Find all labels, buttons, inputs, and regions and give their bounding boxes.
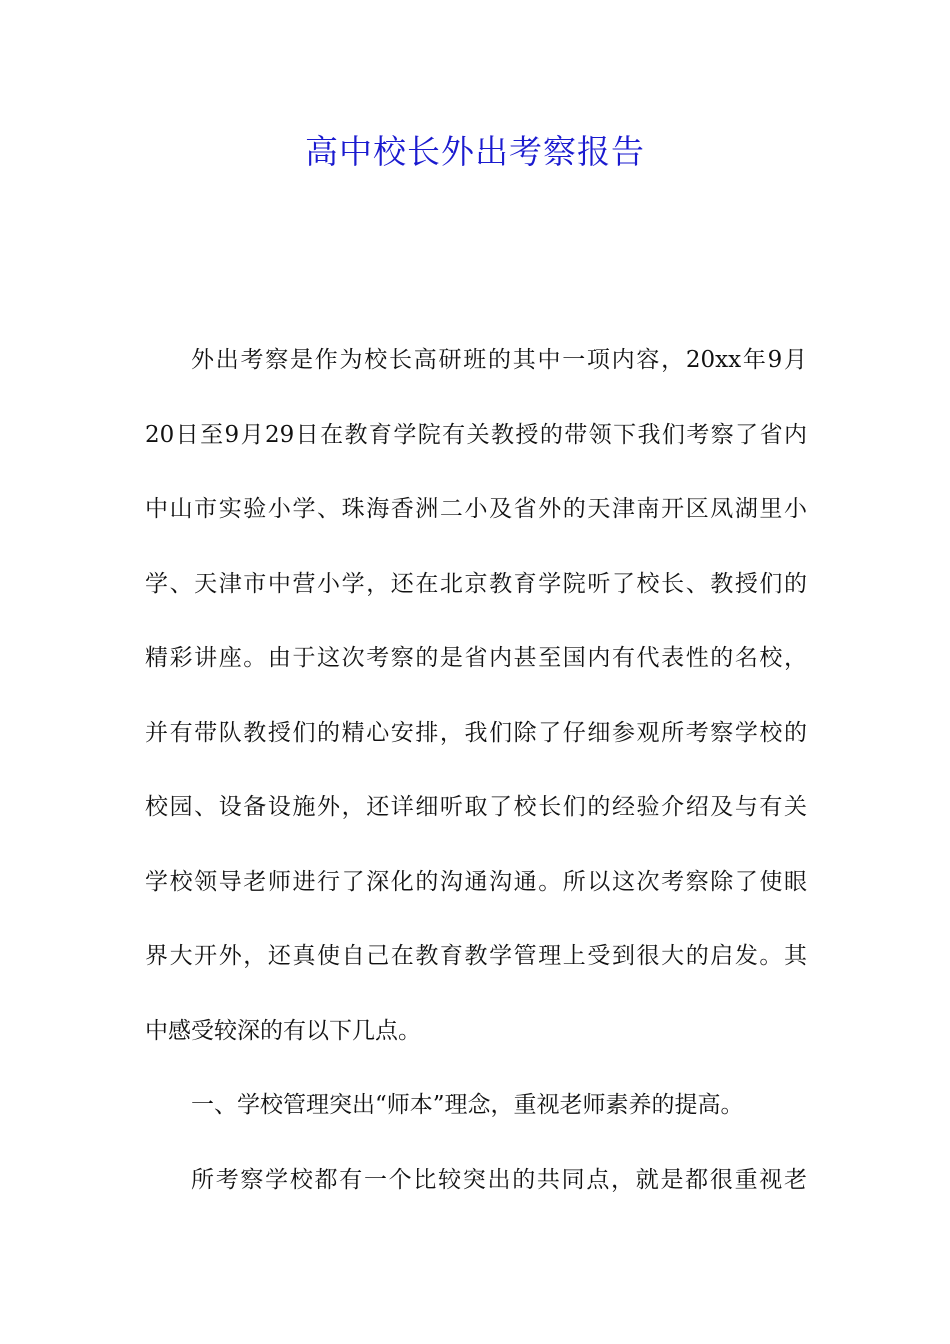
section-heading-1: 一、学校管理突出“师本”理念，重视老师素养的提高。	[191, 1092, 744, 1118]
body-line-12: 所考察学校都有一个比较突出的共同点，就是都很重视老	[191, 1166, 807, 1193]
body-line-1: 外出考察是作为校长高研班的其中一项内容，20xx年9月	[191, 347, 807, 373]
body-line-10: 中感受较深的有以下几点。	[145, 1017, 421, 1044]
body-line-2: 20日至9月29日在教育学院有关教授的带领下我们考察了省内	[145, 421, 807, 448]
body-line-6: 并有带队教授们的精心安排，我们除了仔细参观所考察学校的	[145, 719, 807, 746]
body-line-9: 界大开外，还真使自己在教育教学管理上受到很大的启发。其	[145, 943, 807, 969]
body-line-7: 校园、设备设施外，还详细听取了校长们的经验介绍及与有关	[145, 794, 807, 820]
body-line-4: 学、天津市中营小学，还在北京教育学院听了校长、教授们的	[145, 570, 807, 597]
body-line-5: 精彩讲座。由于这次考察的是省内甚至国内有代表性的名校，	[145, 645, 807, 671]
body-line-8: 学校领导老师进行了深化的沟通沟通。所以这次考察除了使眼	[145, 868, 807, 895]
body-line-3: 中山市实验小学、珠海香洲二小及省外的天津南开区凤湖里小	[145, 496, 807, 522]
document-title: 高中校长外出考察报告	[305, 132, 645, 171]
document-body	[145, 338, 807, 1232]
